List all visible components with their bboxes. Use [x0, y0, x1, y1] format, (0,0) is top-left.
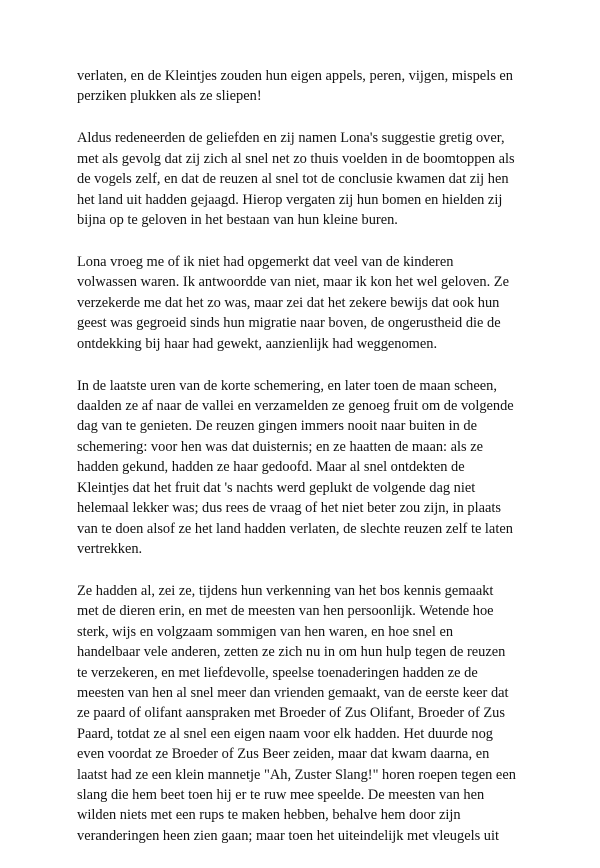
text-line: veranderingen heen zien gaan; maar toen het uiteindelijk met vleugels uit — [77, 827, 499, 844]
text-line: van te doen alsof ze het land hadden verlaten, de slechte reuzen zelf te laten — [77, 520, 513, 537]
text-line: verzekerde me dat het zo was, maar zei dat het zekere bewijs dat ook hun — [77, 294, 500, 311]
text-line: wilden niets met een rups te maken hebben, behalve hem door zijn — [77, 807, 461, 824]
paragraph — [77, 252, 537, 354]
text-line: helemaal lekker was; dus rees de vraag of het niet beter zou zijn, in plaats — [77, 500, 501, 517]
text-line: dag van te genieten. De reuzen gingen immers nooit naar buiten in de — [77, 418, 478, 435]
text-line: te verzekeren, en met liefdevolle, speelse toenaderingen hadden ze de — [77, 664, 478, 681]
paragraph — [77, 128, 537, 230]
text-line: met de dieren erin, en met de meesten van hen persoonlijk. Wetende hoe — [77, 603, 494, 620]
text-line: sterk, wijs en volgzaam sommigen van hen waren, en hoe snel en — [77, 623, 454, 640]
body-text — [77, 66, 537, 868]
text-line: met als gevolg dat zij zich al snel net zo thuis voelden in de boomtoppen als — [77, 150, 515, 167]
paragraph — [77, 581, 537, 846]
text-line: het land uit hadden gejaagd. Hierop vergaten zij hun bomen en hielden zij — [77, 191, 503, 208]
text-line: de vogels zelf, en dat de reuzen al snel tot de conclusie kwamen dat zij hen — [77, 171, 509, 188]
text-line: handelbaar vele anderen, zetten ze zich nu in om hun hulp tegen de reuzen — [77, 644, 506, 661]
paragraph — [77, 66, 537, 107]
text-line: daalden ze af naar de vallei en verzamelden ze genoeg fruit om de volgende — [77, 398, 514, 415]
text-line: volwassen waren. Ik antwoordde van niet, maar ik kon het wel geloven. Ze — [77, 274, 509, 291]
text-line: vertrekken. — [77, 540, 143, 557]
text-line: Ze hadden al, zei ze, tijdens hun verkenning van het bos kennis gemaakt — [77, 582, 494, 599]
text-line: Aldus redeneerden de geliefden en zij namen Lona's suggestie gretig over, — [77, 130, 505, 147]
text-line: ontdekking bij haar had gewekt, aanzienlijk had weggenomen. — [77, 335, 438, 352]
text-line: even voordat ze Broeder of Zus Beer zeiden, maar dat kwam daarna, en — [77, 746, 490, 763]
text-line: laatst had ze een klein mannetje "Ah, Zuster Slang!" horen roepen tegen een — [77, 766, 516, 783]
text-line: Kleintjes dat het fruit dat 's nachts werd geplukt de volgende dag niet — [77, 479, 476, 496]
text-line: verlaten, en de Kleintjes zouden hun eigen appels, peren, vijgen, mispels en — [77, 68, 513, 84]
text-line: perziken plukken als ze sliepen! — [77, 88, 262, 105]
text-line: schemering: voor hen was dat duisternis; en ze haatten de maan: als ze — [77, 438, 483, 455]
text-line: Lona vroeg me of ik niet had opgemerkt dat veel van de kinderen — [77, 254, 454, 271]
text-line: In de laatste uren van de korte schemering, en later toen de maan scheen, — [77, 377, 497, 394]
text-line: meesten van hen al snel meer dan vrienden gemaakt, van de eerste keer dat — [77, 684, 509, 701]
text-line: geest was gegroeid sinds hun migratie naar boven, de ongerustheid die de — [77, 315, 501, 332]
text-line: ze paard of olifant aanspraken met Broeder of Zus Olifant, Broeder of Zus — [77, 705, 505, 722]
text-line: bijna op te geloven in het bestaan van hun kleine buren. — [77, 212, 398, 229]
text-line: Paard, totdat ze al snel een eigen naam voor elk hadden. Het duurde nog — [77, 725, 493, 742]
text-line: slang die hem beet toen hij er te ruw mee speelde. De meesten van hen — [77, 786, 485, 803]
paragraph — [77, 376, 537, 560]
text-line: hadden gekund, hadden ze haar gedoofd. Maar al snel ontdekten de — [77, 459, 465, 476]
